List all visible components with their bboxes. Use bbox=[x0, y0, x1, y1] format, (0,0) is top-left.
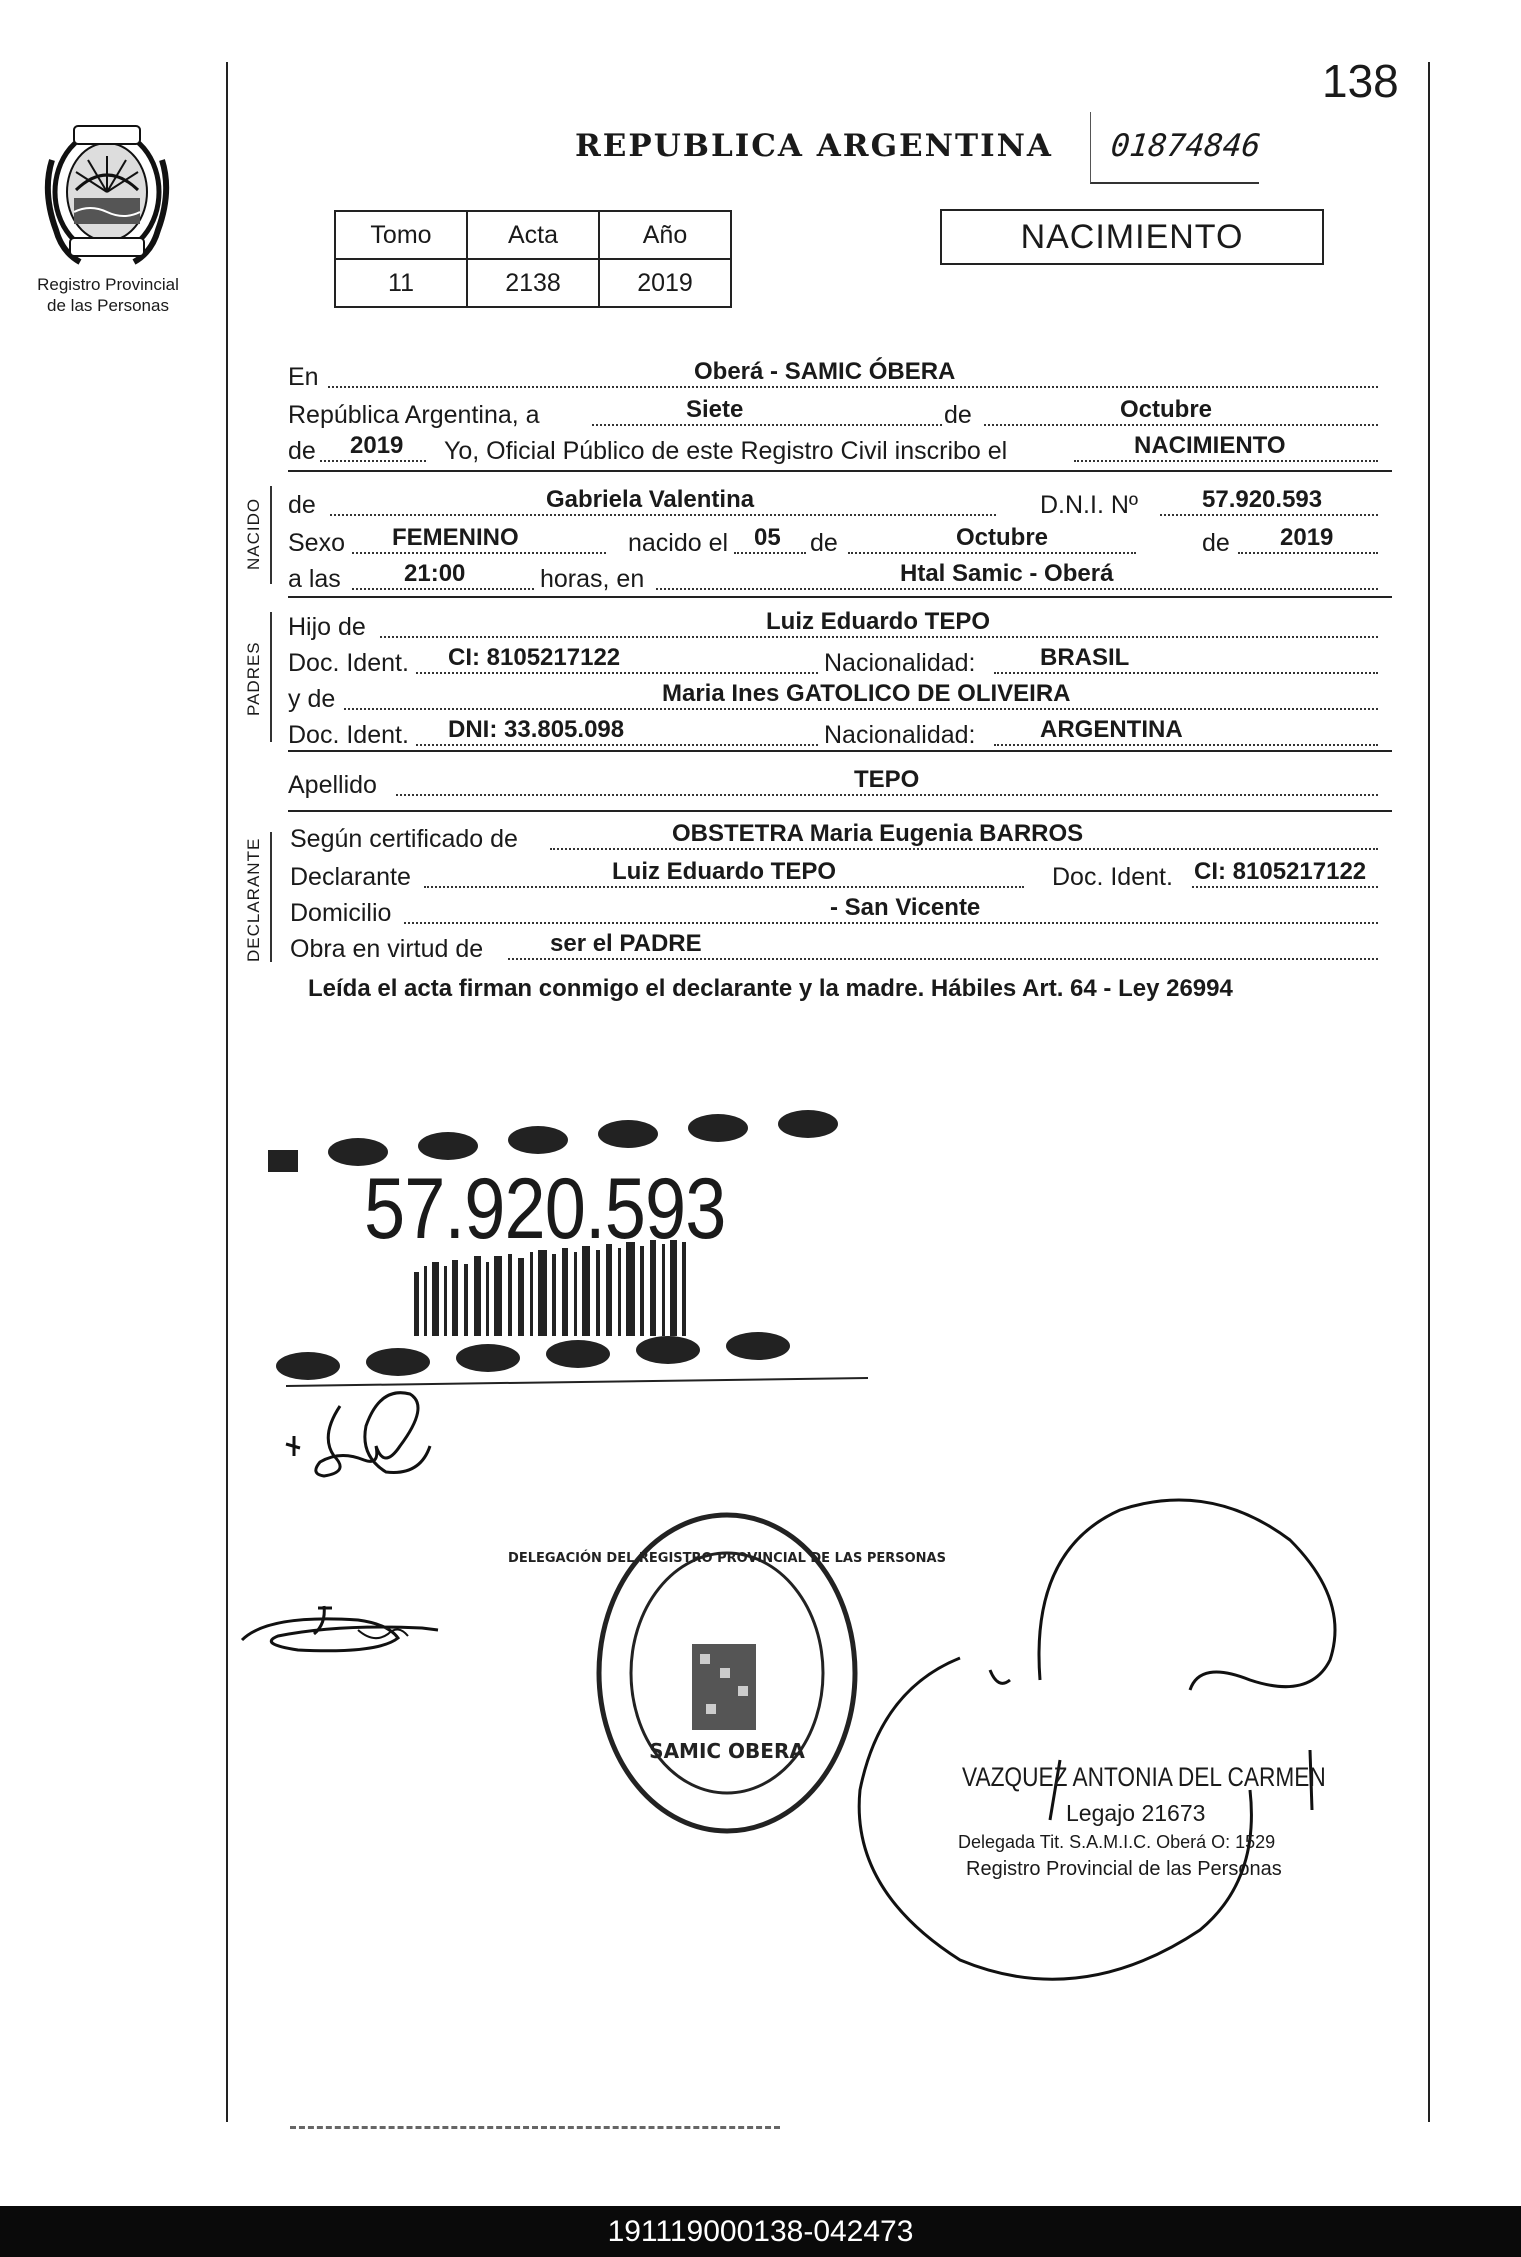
nacido-el-label: nacido el bbox=[628, 529, 729, 557]
row-padres-father-doc bbox=[288, 646, 1388, 680]
a-las-label: a las bbox=[288, 565, 341, 593]
day-dots bbox=[592, 424, 942, 426]
separator-3 bbox=[288, 750, 1392, 752]
en-value: Oberá - SAMIC ÓBERA bbox=[694, 358, 956, 385]
row-nacido-name bbox=[288, 488, 1388, 522]
republica-label: República Argentina, a bbox=[288, 401, 540, 429]
father-doc: CI: 8105217122 bbox=[448, 644, 621, 671]
row-republica bbox=[288, 398, 1388, 432]
en-dots bbox=[328, 386, 1378, 388]
place-dots bbox=[656, 588, 1378, 590]
row-declarante bbox=[288, 860, 1388, 894]
mother-doc-label: Doc. Ident. bbox=[288, 721, 409, 749]
declarante-bracket bbox=[270, 832, 272, 962]
serial-number-box bbox=[1090, 112, 1263, 184]
closing-statement: Leída el acta firman conmigo el declarante y la madre. Hábiles Art. 64 - Ley 26994 bbox=[308, 975, 1233, 1002]
declarante-doc-dots bbox=[1192, 886, 1378, 888]
month-value: Octubre bbox=[1120, 396, 1213, 423]
name-dots bbox=[330, 514, 996, 516]
month-dots bbox=[984, 424, 1378, 426]
officer-text: Yo, Oficial Público de este Registro Civil inscribo el bbox=[444, 437, 1008, 465]
dni-label: D.N.I. Nº bbox=[1040, 491, 1139, 519]
register-header-tomo: Tomo bbox=[335, 211, 467, 259]
domicilio-label: Domicilio bbox=[290, 899, 392, 927]
obra-value: ser el PADRE bbox=[550, 930, 702, 957]
birth-place: Htal Samic - Oberá bbox=[900, 560, 1114, 587]
segun-value: OBSTETRA Maria Eugenia BARROS bbox=[672, 820, 1084, 847]
record-type-box: NACIMIENTO bbox=[940, 209, 1324, 265]
apellido-value: TEPO bbox=[854, 766, 920, 793]
nacido-de-label: de bbox=[288, 491, 316, 519]
register-value-row bbox=[335, 259, 731, 307]
official-legajo: Legajo 21673 bbox=[1066, 1800, 1206, 1826]
mother-doc-dots bbox=[416, 744, 818, 746]
father-nat-label: Nacionalidad: bbox=[824, 649, 976, 677]
birth-month: Octubre bbox=[956, 524, 1049, 551]
official-organization: Registro Provincial de las Personas bbox=[966, 1858, 1282, 1880]
declarante-dots bbox=[424, 886, 1024, 888]
birth-year: 2019 bbox=[1280, 524, 1334, 551]
month-de-label: de bbox=[944, 401, 972, 429]
father-doc-label: Doc. Ident. bbox=[288, 649, 409, 677]
declarante-doc-label: Doc. Ident. bbox=[1052, 863, 1173, 891]
father-nat-dots bbox=[994, 672, 1378, 674]
apellido-dots bbox=[396, 794, 1378, 796]
child-dni: 57.920.593 bbox=[1202, 486, 1323, 513]
register-acta: 2138 bbox=[467, 259, 599, 307]
row-padres-hijo bbox=[288, 610, 1388, 644]
father-doc-dots bbox=[416, 672, 818, 674]
year-dots bbox=[320, 460, 426, 462]
birth-de-label-a: de bbox=[810, 529, 838, 557]
domicilio-value: - San Vicente bbox=[830, 894, 981, 921]
declarante-label: Declarante bbox=[290, 863, 411, 891]
day-value: Siete bbox=[686, 396, 744, 423]
inscribe-dots bbox=[1074, 460, 1378, 462]
row-apellido bbox=[288, 768, 1388, 802]
mother-signature bbox=[238, 1594, 448, 1674]
child-sexo: FEMENINO bbox=[392, 524, 519, 551]
mother-dots bbox=[344, 708, 1378, 710]
child-name: Gabriela Valentina bbox=[546, 486, 755, 513]
right-margin-line bbox=[1428, 62, 1430, 2122]
register-header-acta: Acta bbox=[467, 211, 599, 259]
declarante-value: Luiz Eduardo TEPO bbox=[612, 858, 837, 885]
row-en bbox=[288, 360, 1388, 394]
register-header-row bbox=[335, 211, 731, 259]
dni-sticker-number: 57.920.593 bbox=[364, 1161, 726, 1257]
left-margin-line bbox=[226, 62, 228, 2122]
official-name: VAZQUEZ ANTONIA DEL CARMEN bbox=[962, 1762, 1326, 1792]
nacido-bracket bbox=[270, 486, 272, 584]
register-header-anio: Año bbox=[599, 211, 731, 259]
row-nacido-sexo bbox=[288, 526, 1388, 560]
section-label-nacido: NACIDO bbox=[244, 497, 263, 570]
horas-label: horas, en bbox=[540, 565, 645, 593]
registry-caption-line1: Registro Provincial bbox=[37, 275, 179, 294]
stamp-ring-text: DELEGACIÓN DEL REGISTRO PROVINCIAL DE LAS PERSONAS bbox=[508, 1551, 946, 1566]
inscribe-value: NACIMIENTO bbox=[1134, 432, 1286, 459]
register-table bbox=[334, 210, 732, 308]
birth-year-dots bbox=[1238, 552, 1378, 554]
official-signature bbox=[850, 1490, 1390, 1990]
father-nationality: BRASIL bbox=[1040, 644, 1130, 671]
row-officer bbox=[288, 434, 1388, 468]
row-padres-mother-doc bbox=[288, 718, 1388, 752]
year-de-label: de bbox=[288, 437, 316, 465]
obra-label: Obra en virtud de bbox=[290, 935, 484, 963]
segun-dots bbox=[550, 848, 1378, 850]
register-anio: 2019 bbox=[599, 259, 731, 307]
separator-2 bbox=[288, 596, 1392, 598]
stamp-inner-text: SAMIC OBERA bbox=[649, 1739, 805, 1763]
padres-bracket bbox=[270, 612, 272, 742]
serial-number: 01874846 bbox=[1109, 128, 1263, 164]
section-label-declarante: DECLARANTE bbox=[244, 837, 263, 962]
obra-dots bbox=[508, 958, 1378, 960]
dni-dots bbox=[1160, 514, 1378, 516]
row-domicilio bbox=[288, 896, 1388, 930]
mother-nat-dots bbox=[994, 744, 1378, 746]
official-stamp bbox=[508, 1508, 946, 1838]
mother-name: Maria Ines GATOLICO DE OLIVEIRA bbox=[662, 680, 1071, 707]
domicilio-dots bbox=[404, 922, 1378, 924]
row-obra bbox=[288, 932, 1388, 966]
declarant-signature bbox=[280, 1386, 450, 1486]
time-dots bbox=[352, 588, 534, 590]
hijo-de-label: Hijo de bbox=[288, 613, 366, 641]
bottom-dashed-line bbox=[290, 2126, 780, 2129]
declarante-doc: CI: 8105217122 bbox=[1194, 858, 1367, 885]
separator-1 bbox=[288, 470, 1392, 472]
registry-caption bbox=[18, 274, 198, 316]
footer-barcode-text: 191119000138-042473 bbox=[0, 2206, 1521, 2257]
mother-nationality: ARGENTINA bbox=[1040, 716, 1183, 743]
birth-day: 05 bbox=[754, 524, 781, 551]
section-label-padres: PADRES bbox=[244, 641, 263, 716]
birth-month-dots bbox=[848, 552, 1136, 554]
father-name: Luiz Eduardo TEPO bbox=[766, 608, 991, 635]
separator-4 bbox=[288, 810, 1392, 812]
sexo-dots bbox=[352, 552, 606, 554]
row-padres-mother bbox=[288, 682, 1388, 716]
y-de-label: y de bbox=[288, 685, 336, 713]
official-role: Delegada Tit. S.A.M.I.C. Oberá O: 1529 bbox=[958, 1832, 1276, 1852]
province-seal-icon bbox=[38, 120, 176, 270]
register-tomo: 11 bbox=[335, 259, 467, 307]
sexo-label: Sexo bbox=[288, 529, 345, 557]
page-number: 138 bbox=[1322, 55, 1399, 107]
mother-doc: DNI: 33.805.098 bbox=[448, 716, 625, 743]
registry-caption-line2: de las Personas bbox=[47, 296, 169, 315]
birth-de-label-b: de bbox=[1202, 529, 1230, 557]
document-title: REPUBLICA ARGENTINA bbox=[575, 128, 1053, 164]
birth-day-dots bbox=[734, 552, 806, 554]
mother-nat-label: Nacionalidad: bbox=[824, 721, 976, 749]
year-value: 2019 bbox=[350, 432, 404, 459]
row-nacido-time bbox=[288, 562, 1388, 596]
birth-time: 21:00 bbox=[404, 560, 466, 587]
apellido-label: Apellido bbox=[288, 771, 377, 799]
segun-label: Según certificado de bbox=[290, 825, 518, 853]
father-dots bbox=[380, 636, 1378, 638]
row-segun bbox=[288, 822, 1388, 856]
en-label: En bbox=[288, 363, 319, 391]
